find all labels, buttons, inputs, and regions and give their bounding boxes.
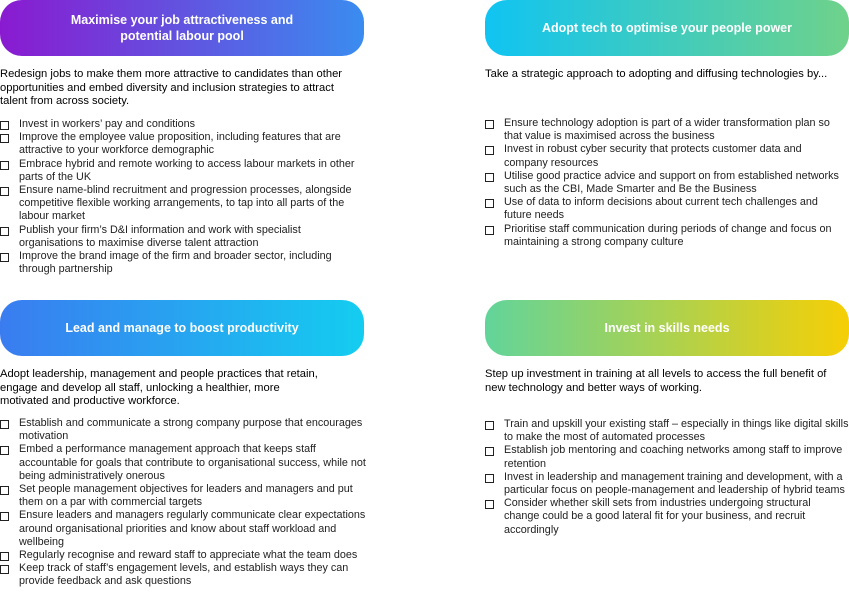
checkbox-icon: [485, 447, 494, 456]
panel-2-title: Adopt tech to optimise your people power: [541, 21, 792, 35]
panel-4-intro: Step up investment in training at all levels to access the full benefit of new technology and better ways of working.: [485, 368, 827, 394]
checkbox-icon: [0, 420, 9, 429]
checklist-item: Keep track of staff’s engagement levels, and establish ways they can provide feedback and ask questions: [0, 562, 366, 588]
panel-2-checklist: [485, 117, 845, 249]
panel-3-intro: Adopt leadership, management and people practices that retain, engage and develop all staff, unlocking a healthier, more motivated and productive workforce.: [0, 368, 318, 407]
checkbox-icon: [0, 187, 9, 196]
panel-1-header: [0, 0, 364, 56]
checklist-item: Improve the employee value proposition, including features that are attractive to your workforce demographic: [0, 131, 364, 157]
checklist-item: Establish and communicate a strong company purpose that encourages motivation: [0, 417, 366, 443]
panel-1-intro: Redesign jobs to make them more attractive to candidates than other opportunities and embed diversity and inclusion strategies to attract talent from across society.: [0, 68, 343, 107]
checkbox-icon: [0, 512, 9, 521]
checklist-item: Consider whether skill sets from industries undergoing structural change could be a good lateral fit for your business, and recruit accordingly: [485, 497, 849, 537]
checklist-item: Utilise good practice advice and support on from established networks such as the CBI, Made Smarter and Be the Business: [485, 170, 845, 196]
panel-3-header: [0, 300, 364, 356]
checkbox-icon: [0, 552, 9, 561]
panel-2-header: [485, 0, 849, 56]
checkbox-icon: [485, 421, 494, 430]
checklist-item: Embed a performance management approach that keeps staff accountable for goals that contribute to organisational success, while not being administratively onerous: [0, 443, 366, 483]
checklist-item: Invest in leadership and management training and development, with a particular focus on people-management and leadership of hybrid teams: [485, 471, 849, 497]
checklist-item: Invest in robust cyber security that protects customer data and company resources: [485, 143, 845, 169]
checklist-item: Embrace hybrid and remote working to access labour markets in other parts of the UK: [0, 158, 364, 184]
checklist-item: Establish job mentoring and coaching networks among staff to improve retention: [485, 444, 849, 470]
panel-2-intro: Take a strategic approach to adopting and diffusing technologies by...: [485, 68, 828, 80]
checkbox-icon: [0, 565, 9, 574]
checkbox-icon: [0, 486, 9, 495]
checklist-item: Train and upskill your existing staff – especially in things like digital skills to make the most of automated processes: [485, 418, 849, 444]
checklist-item: Ensure leaders and managers regularly communicate clear expectations around organisational priorities and know about staff workload and wellbeing: [0, 509, 366, 549]
checkbox-icon: [485, 474, 494, 483]
checklist-item: Invest in workers’ pay and conditions: [0, 118, 364, 131]
checkbox-icon: [0, 134, 9, 143]
checkbox-icon: [485, 226, 494, 235]
panel-4-title: Invest in skills needs: [604, 321, 730, 335]
checklist-item: Improve the brand image of the firm and broader sector, including through partnership: [0, 250, 364, 276]
checkbox-icon: [485, 146, 494, 155]
checkbox-icon: [0, 253, 9, 262]
checkbox-icon: [0, 446, 9, 455]
checkbox-icon: [485, 500, 494, 509]
panel-3-title: Lead and manage to boost productivity: [65, 321, 299, 335]
checklist-item: Ensure name-blind recruitment and progression processes, alongside competitive flexible working arrangements, to tap into all parts of the labour market: [0, 184, 364, 224]
checklist-item: Regularly recognise and reward staff to appreciate what the team does: [0, 549, 366, 562]
checkbox-icon: [0, 121, 9, 130]
checkbox-icon: [485, 199, 494, 208]
checklist-item: Use of data to inform decisions about current tech challenges and future needs: [485, 196, 845, 222]
checklist-item: Prioritise staff communication during periods of change and focus on maintaining a strong company culture: [485, 223, 845, 249]
panel-4-header: [485, 300, 849, 356]
panel-3-checklist: [0, 417, 366, 589]
checklist-item: Ensure technology adoption is part of a wider transformation plan so that value is maximised across the business: [485, 117, 845, 143]
checkbox-icon: [485, 120, 494, 129]
checkbox-icon: [485, 173, 494, 182]
panel-1-checklist: [0, 118, 364, 276]
checkbox-icon: [0, 161, 9, 170]
panel-1-title-line2: potential labour pool: [120, 29, 244, 43]
checklist-item: Set people management objectives for leaders and managers and put them on a par with commercial targets: [0, 483, 366, 509]
checklist-item: Publish your firm’s D&I information and work with specialist organisations to maximise diverse talent attraction: [0, 224, 364, 250]
checkbox-icon: [0, 227, 9, 236]
panel-1-title-line1: Maximise your job attractiveness and: [70, 13, 294, 27]
panel-4-checklist: [485, 418, 849, 537]
